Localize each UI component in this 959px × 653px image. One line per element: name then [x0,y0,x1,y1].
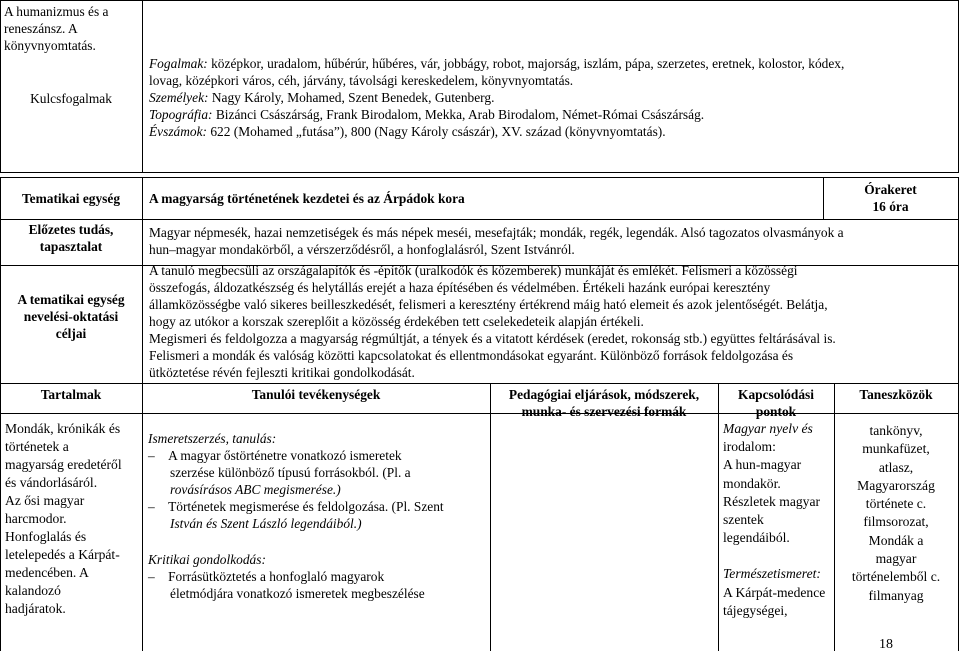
activity-item: – Történetek megismerése és feldolgozása. (Pl. Szent István és Szent László legendáiból.) [148,499,444,531]
header-links: Kapcsolódási pontok [738,387,814,419]
topic-name: A humanizmus és a reneszánsz. A könyvnyomtatás. [4,4,109,53]
page-number: 18 [879,637,893,652]
header-tools: Taneszközök [859,387,933,402]
key-concepts-content: Fogalmak: középkor, uradalom, hűbérúr, hűbéres, vár, jobbágy, robot, majorság, iszlám, pápa, szerzetes, eretnek, kolostor, kódex, lovag, középkori város, céh, járvány, távolsági kereskedelem, könyvnyomtatás. Személyek: Nagy Károly, Mohamed, Szent Benedek, Gutenberg. Topográfia: Bizánci Császárság, Frank Birodalom, Mekka, Arab Birodalom, Német-Római Császárság. Évszámok: 622 (Mohamed „futása”), 800 (Nagy Károly császár), XV. század (könyvnyomtatás). [149,56,845,139]
activity-group-title: Kritikai gondolkodás: [148,552,266,567]
goals-content: A tanuló megbecsüli az országalapítók és -építők (uralkodók és közemberek) munkáját és emlékét. Felismeri a közösségi összefogás, áldozatkészség és helytállás erejét a haza építésében és védelmében. Értékeli hazánk európai keresztény államközösségbe való sikeres beilleszkedését, felismeri a keresztény értékrend máig ható elemeit és azok jelentőségét. Belátja, hogy az utókor a korszak szereplőit a közösség érdekében tett cselekedeteik alapján értékeli. Megismeri és feldolgozza a magyarság régmúltját, a tények és a vitatott kérdések (eredet, rokonság stb.) együttes feltárásával is. Felismeri a mondák és valóság közötti kapcsolatokat és ellentmondásokat egyaránt. Különböző források feldolgozása és ütköztetése révén fejleszti kritikai gondolkodását. [149,263,836,380]
tools-column: tankönyv, munkafüzet, atlasz, Magyarország története c. filmsorozat, Mondák a magyar történelemből c. filmanyag [851,423,941,603]
prior-knowledge-content: Magyar népmesék, hazai nemzetiségek és más népek meséi, mesefajták; mondák, regék, legendák. Alsó tagozatos olvasmányok a hun–magyar mondakörből, a vérszerződésről, a honfoglalásról, Szent Istvánról. [149,225,844,257]
unit-title: A magyarság történetének kezdetei és az Árpádok kora [149,191,465,206]
activity-group-title: Ismeretszerzés, tanulás: [148,431,277,446]
activities-column [148,430,488,602]
activity-item: – A magyar őstörténetre vonatkozó ismeretek szerzése különböző típusú forrásokból. (Pl. a rovásírásos ABC megismerése.) [148,448,411,497]
content-column: Mondák, krónikák és történetek a magyarság eredetéről és vándorlásáról. Az ősi magyar harcmodor. Honfoglalás és letelepedés a Kárpát- medencében. A kalandozó hadjáratok. [5,421,122,616]
unit-label: Tematikai egység [21,191,121,206]
header-activities: Tanulói tevékenységek [251,387,381,402]
header-methods: Pedagógiai eljárások, módszerek, munka- és szervezési formák [508,387,700,419]
key-concepts-label: Kulcsfogalmak [30,91,112,106]
prior-knowledge-label: Előzetes tudás, tapasztalat [28,222,114,254]
hours-box: Órakeret 16 óra [864,182,917,214]
goals-label: A tematikai egység nevelési-oktatási céljai [17,292,125,341]
header-content: Tartalmak [40,387,102,402]
activity-item: – Forrásütköztetés a honfoglaló magyarok életmódjára vonatkozó ismeretek megbeszélése [148,569,425,601]
links-column: Magyar nyelv és irodalom: A hun-magyar mondakör. Részletek magyar szentek legendáiból. Természetismeret: A Kárpát-medence tájegységei, [723,421,826,618]
